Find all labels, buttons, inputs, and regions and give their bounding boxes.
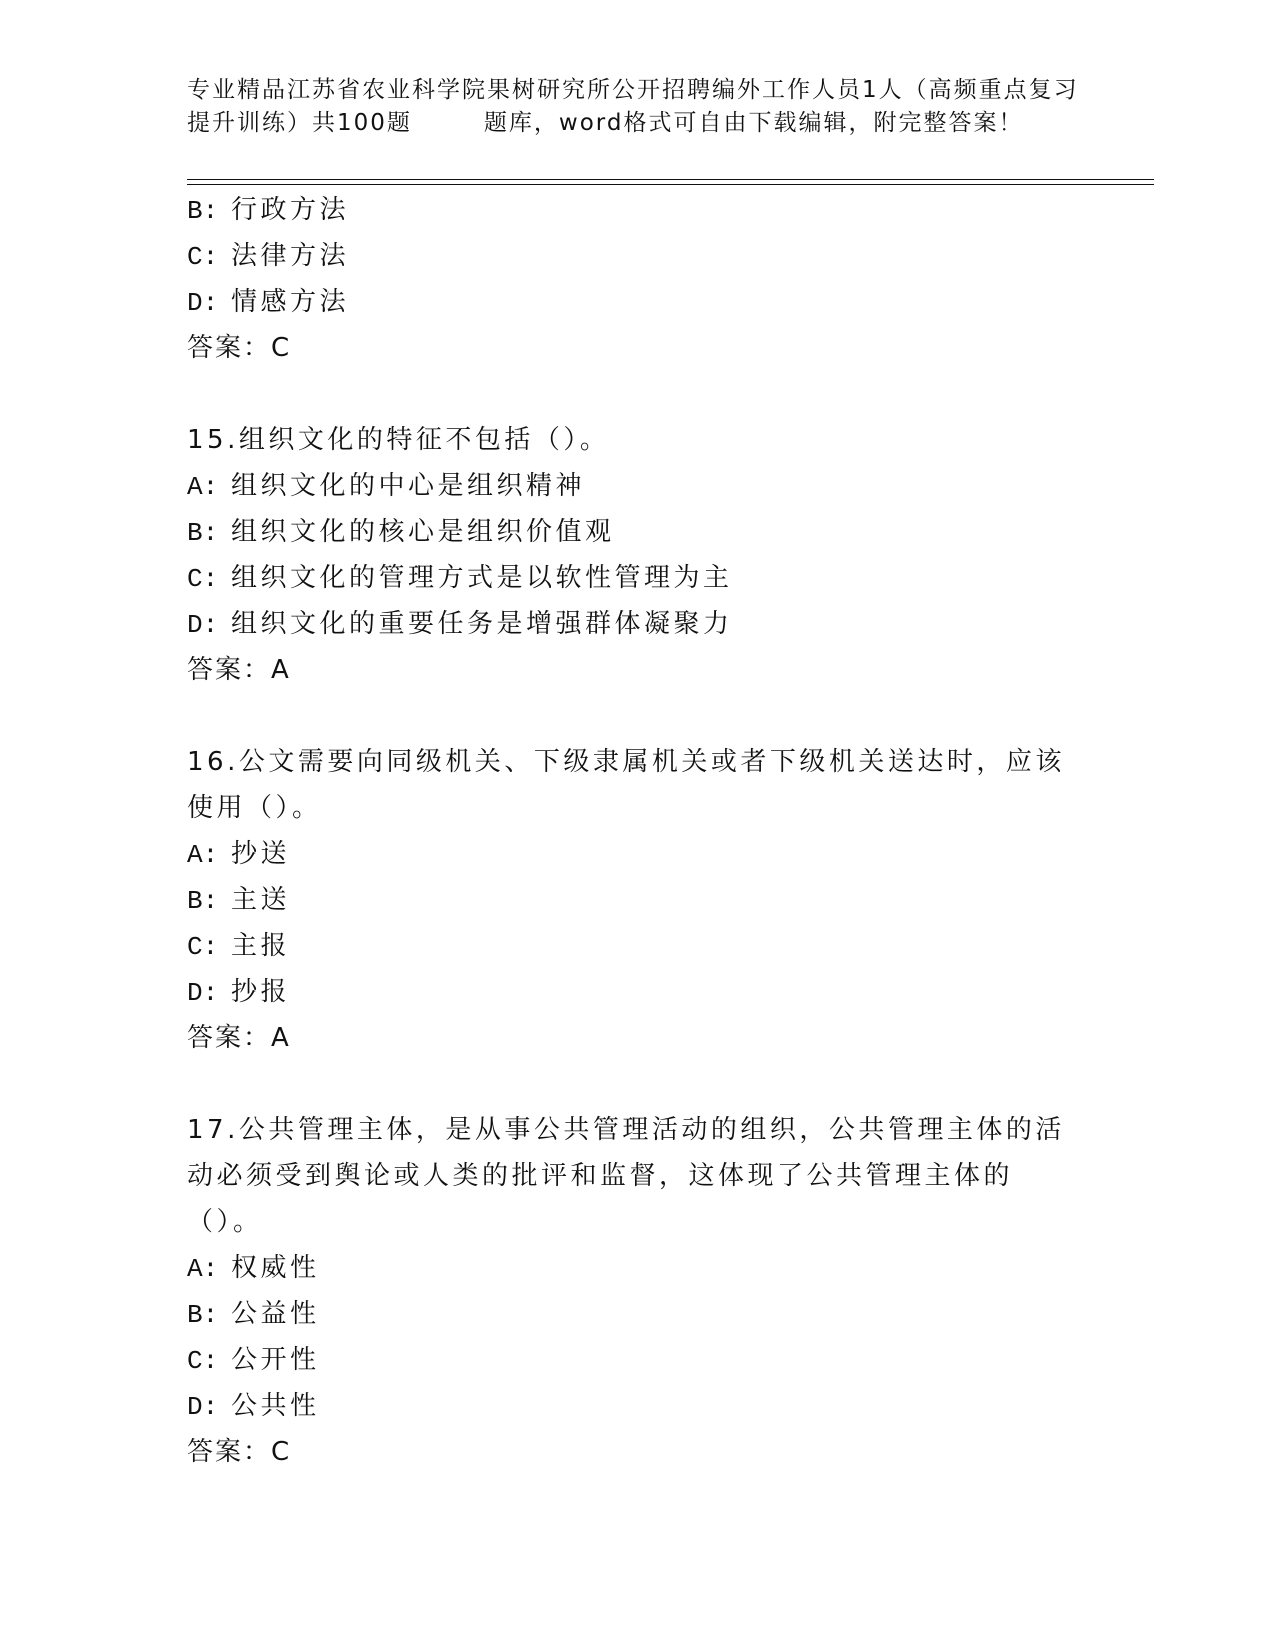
option-row: [187, 1291, 1087, 1337]
option-letter: B:: [187, 518, 219, 548]
question-stem: 16.公文需要向同级机关、下级隶属机关或者下级机关送达时，应该使用（）。: [187, 747, 1065, 823]
header-divider-bottom: [187, 184, 1154, 185]
option-row: [187, 279, 1087, 325]
question-stem: 17.公共管理主体，是从事公共管理活动的组织，公共管理主体的活动必须受到舆论或人类的批评和监督，这体现了公共管理主体的（）。: [187, 1115, 1065, 1237]
option-letter: D:: [187, 288, 219, 318]
option-text: 情感方法: [231, 287, 350, 317]
option-letter: A:: [187, 1254, 219, 1284]
option-text: 组织文化的核心是组织价值观: [231, 517, 615, 547]
option-letter: C:: [187, 242, 219, 272]
option-row: [187, 831, 1087, 877]
header-title-line-1: 专业精品江苏省农业科学院果树研究所公开招聘编外工作人员1人（高频重点复习: [187, 77, 1079, 103]
answer-line: 答案：A: [187, 1023, 291, 1053]
option-text: 公共性: [231, 1391, 320, 1421]
answer-line: 答案：C: [187, 1437, 292, 1467]
option-row: [187, 923, 1087, 969]
option-text: 主报: [231, 931, 291, 961]
option-text: 权威性: [231, 1253, 320, 1283]
option-text: 抄报: [231, 977, 291, 1007]
option-row: [187, 1337, 1087, 1383]
option-letter: C:: [187, 564, 219, 594]
question-block-16: [187, 739, 1087, 1061]
option-letter: B:: [187, 1300, 219, 1330]
option-row: [187, 233, 1087, 279]
question-stem: 15.组织文化的特征不包括（）。: [187, 425, 610, 455]
answer-line: 答案：C: [187, 333, 292, 363]
option-letter: D:: [187, 978, 219, 1008]
option-letter: B:: [187, 886, 219, 916]
header-title-line-2-left: 提升训练）共100题: [187, 110, 412, 136]
option-row: [187, 1383, 1087, 1429]
question-list: [187, 187, 1087, 1475]
document-header: [187, 74, 1087, 140]
option-text: 组织文化的管理方式是以软性管理为主: [231, 563, 733, 593]
question-block-17: [187, 1107, 1087, 1475]
option-text: 公开性: [231, 1345, 320, 1375]
answer-line: 答案：A: [187, 655, 291, 685]
option-letter: A:: [187, 840, 219, 870]
option-row: [187, 601, 1087, 647]
header-title-line-2-right: 题库，word格式可自由下载编辑，附完整答案！: [483, 110, 1024, 136]
option-letter: C:: [187, 932, 219, 962]
option-letter: B:: [187, 196, 219, 226]
question-block-15: [187, 417, 1087, 693]
option-row: [187, 463, 1087, 509]
option-text: 主送: [231, 885, 291, 915]
previous-question-options: [187, 187, 1087, 371]
option-row: [187, 509, 1087, 555]
option-text: 抄送: [231, 839, 291, 869]
option-text: 公益性: [231, 1299, 320, 1329]
option-letter: D:: [187, 610, 219, 640]
option-text: 法律方法: [231, 241, 350, 271]
option-row: [187, 1245, 1087, 1291]
option-text: 组织文化的重要任务是增强群体凝聚力: [231, 609, 733, 639]
header-divider-top: [187, 179, 1154, 180]
option-row: [187, 877, 1087, 923]
option-letter: C:: [187, 1346, 219, 1376]
option-text: 行政方法: [231, 195, 350, 225]
option-letter: D:: [187, 1392, 219, 1422]
option-letter: A:: [187, 472, 219, 502]
option-text: 组织文化的中心是组织精神: [231, 471, 586, 501]
header-title-line-2: [187, 107, 1087, 140]
option-row: [187, 555, 1087, 601]
option-row: [187, 969, 1087, 1015]
option-row: [187, 187, 1087, 233]
